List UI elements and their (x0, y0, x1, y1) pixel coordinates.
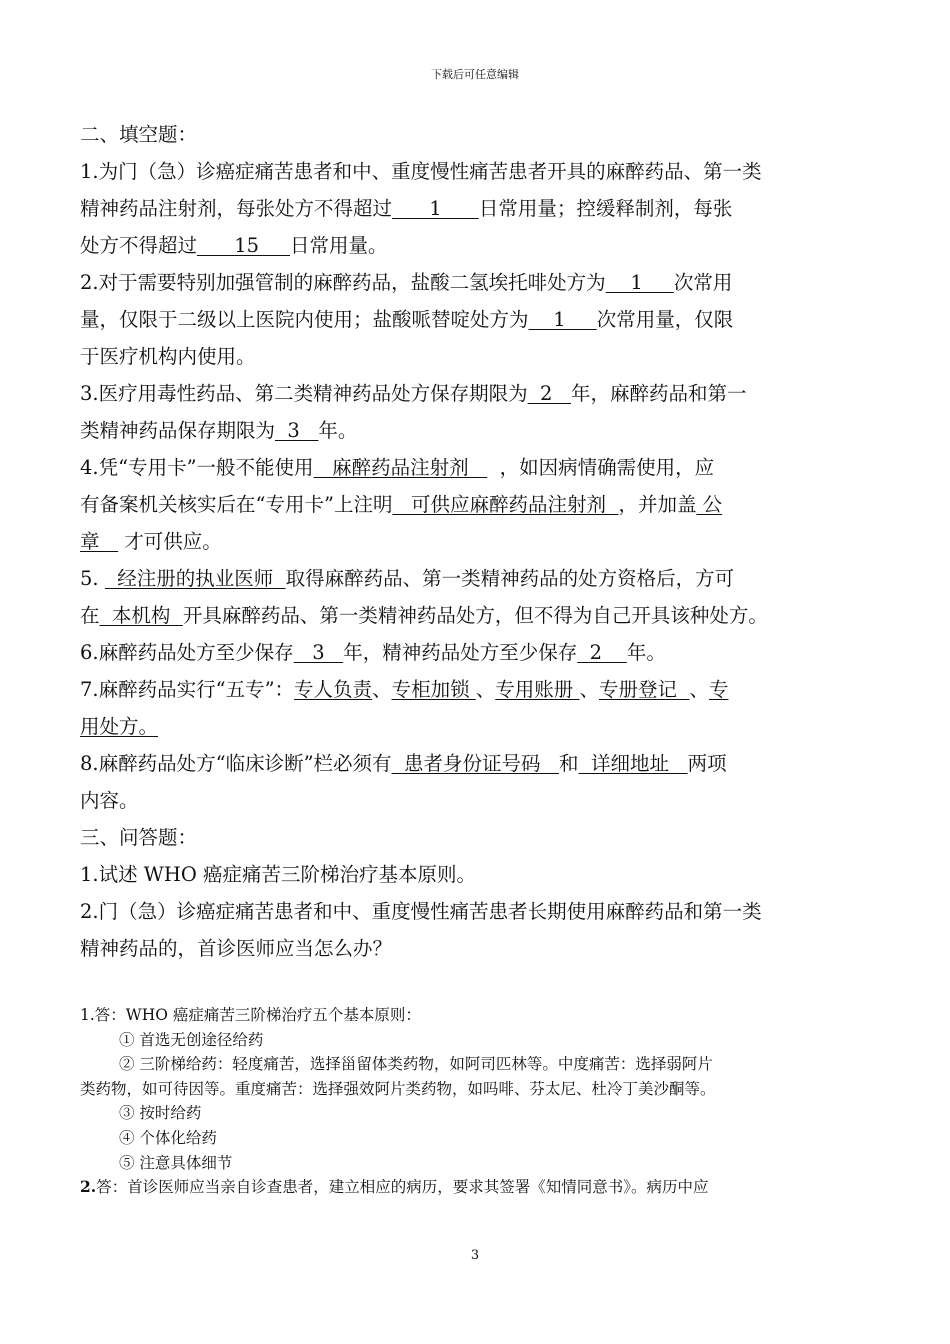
short-question-1: 1.试述 WHO 癌症痛苦三阶梯治疗基本原则。 (80, 863, 477, 886)
answer-blank: 可供应麻醉药品注射剂 (392, 493, 619, 516)
question-3-line-2: 类精神药品保存期限为 3 年。 (80, 419, 358, 442)
question-3-line-1: 3.医疗用毒性药品、第二类精神药品处方保存期限为 2 年，麻醉药品和第一 (80, 382, 747, 405)
answer-blank: 经注册的执业医师 (104, 567, 286, 590)
answer-blank: 公 (696, 493, 723, 516)
answer-2: 2.答：首诊医师应当亲自诊查患者，建立相应的病历，要求其签署《知情同意书》。病历中应 (80, 1177, 709, 1197)
answer-blank: 3 (275, 419, 319, 442)
answer-blank: 3 (293, 641, 344, 664)
answer-blank: 专人负责 (294, 678, 373, 701)
question-5-line-2: 在 本机构 开具麻醉药品、第一类精神药品处方，但不得为自己开具该种处方。 (80, 604, 768, 627)
answer-1-title: 1.答：WHO 癌症痛苦三阶梯治疗五个基本原则： (80, 1006, 421, 1024)
answer-1-item-3: ③ 按时给药 (119, 1104, 202, 1123)
answer-blank: 2 (527, 382, 572, 405)
answer-1-item-4: ④ 个体化给药 (119, 1128, 217, 1147)
question-7-line-2 (80, 708, 880, 745)
answer-blank: 患者身份证号码 (391, 752, 560, 775)
question-4-line-3: 章 才可供应。 (80, 530, 222, 553)
question-5-line-1: 5. 经注册的执业医师 取得麻醉药品、第一类精神药品的处方资格后，方可 (80, 567, 735, 590)
answer-1-item-2-line-1: ② 三阶梯给药：轻度痛苦，选择甾留体类药物，如阿司匹林等。中度痛苦：选择弱阿片 (119, 1055, 713, 1074)
section-title-short-answer: 三、问答题： (80, 826, 198, 849)
question-6: 6.麻醉药品处方至少保存 3 年，精神药品处方至少保存 2 年。 (80, 641, 666, 664)
question-4-line-1: 4.凭“专用卡”一般不能使用 麻醉药品注射剂 ，如因病情确需使用，应 (80, 456, 715, 479)
answer-blank: 麻醉药品注射剂 (313, 456, 488, 479)
answer-blank: 2 (577, 641, 627, 664)
page-number: 3 (470, 1248, 480, 1263)
answer-1-item-2-line-2: 类药物，如可待因等。重度痛苦：选择强效阿片类药物，如吗啡、芬太尼、杜冷丁美沙酮等。 (80, 1079, 716, 1098)
question-8-line-2: 内容。 (80, 789, 139, 812)
answer-1-item-1: ① 首选无创途径给药 (119, 1030, 264, 1049)
question-1-line-2: 精神药品注射剂，每张处方不得超过 1 日常用量；控缓释制剂，每张 (80, 197, 733, 220)
answer-blank: 1 (528, 308, 597, 331)
answer-blank: 本机构 (99, 604, 183, 627)
answer-blank: 专 (708, 678, 729, 701)
answer-blank: 15 (197, 234, 291, 257)
answer-blank: 章 (80, 530, 119, 553)
document-body (80, 116, 880, 967)
section-title-fill-in: 二、填空题： (80, 123, 198, 146)
answers-block (80, 1003, 880, 1200)
question-1-line-3: 处方不得超过 15 日常用量。 (80, 234, 388, 257)
question-2-line-1: 2.对于需要特别加强管制的麻醉药品，盐酸二氢埃托啡处方为 1 次常用 (80, 271, 733, 294)
page-header: 下载后可任意编辑 (431, 68, 519, 81)
answer-blank: 专册登记 (599, 678, 690, 701)
question-8-line-1: 8.麻醉药品处方“临床诊断”栏必须有 患者身份证号码 和 详细地址 两项 (80, 752, 727, 775)
answer-blank: 详细地址 (578, 752, 688, 775)
short-question-2-line-2: 精神药品的，首诊医师应当怎么办？ (80, 937, 393, 960)
short-question-2-line-1: 2.门（急）诊癌症痛苦患者和中、重度慢性痛苦患者长期使用麻醉药品和第一类 (80, 900, 762, 923)
question-7-line-1: 7.麻醉药品实行“五专”：专人负责、专柜加锁 、专用账册 、专册登记 、专 (80, 678, 729, 701)
answer-blank: 1 (392, 197, 479, 220)
question-1-line-1: 1.为门（急）诊癌症痛苦患者和中、重度慢性痛苦患者开具的麻醉药品、第一类 (80, 160, 762, 183)
answer-blank: 专用账册 (495, 678, 580, 701)
answer-1-item-5: ⑤ 注意具体细节 (119, 1153, 233, 1172)
answer-blank: 用处方。 (80, 715, 159, 738)
question-4-line-2: 有备案机关核实后在“专用卡”上注明 可供应麻醉药品注射剂 ，并加盖 公 (80, 493, 723, 516)
question-2-line-3: 于医疗机构内使用。 (80, 345, 256, 368)
answer-blank: 1 (605, 271, 674, 294)
answer-blank: 专柜加锁 (391, 678, 476, 701)
question-2-line-2: 量，仅限于二级以上医院内使用；盐酸哌替啶处方为 1 次常用量，仅限 (80, 308, 734, 331)
answer-2-number: 2. (80, 1177, 97, 1197)
